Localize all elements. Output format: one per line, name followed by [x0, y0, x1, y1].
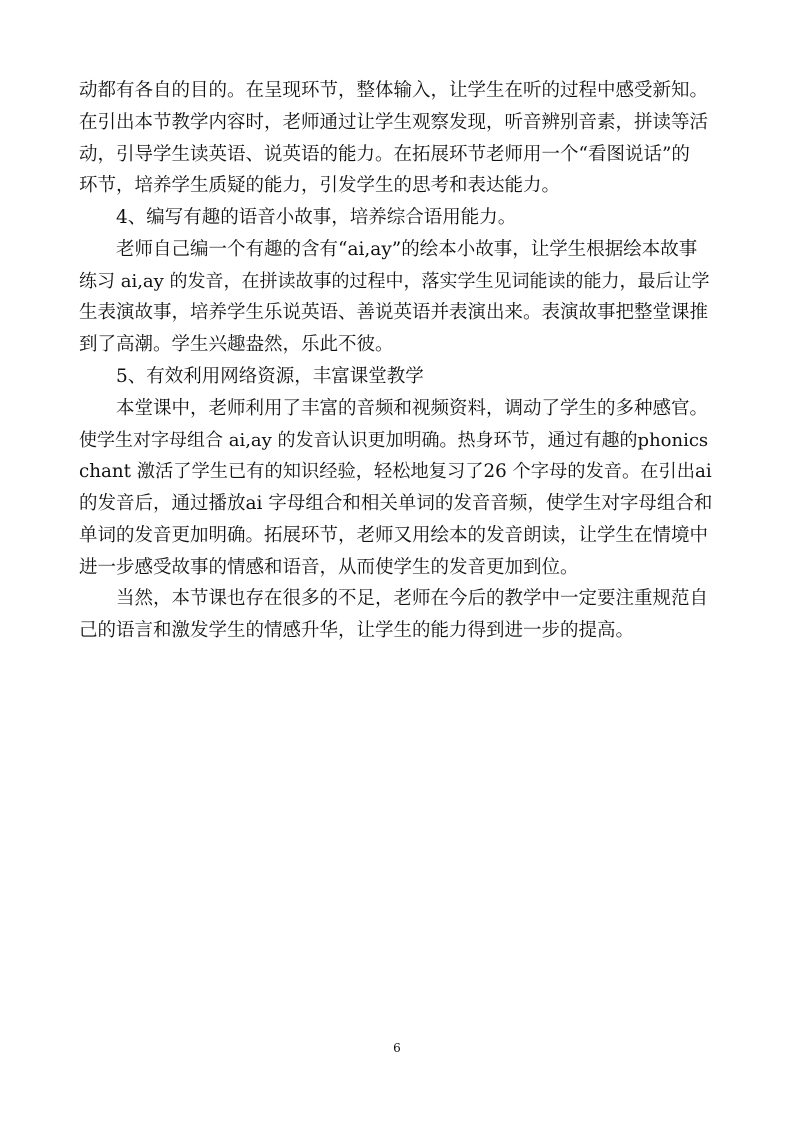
- section-heading: 5、有效利用网络资源，丰富课堂教学: [116, 366, 424, 387]
- paragraph-line: 生表演故事，培养学生乐说英语、善说英语并表演出来。表演故事把整堂课推: [79, 302, 709, 323]
- paragraph-line: 环节，培养学生质疑的能力，引发学生的思考和表达能力。: [79, 175, 561, 196]
- paragraph-line: 到了高潮。学生兴趣盎然，乐此不彼。: [79, 334, 394, 355]
- paragraph-line: 本堂课中，老师利用了丰富的音频和视频资料，调动了学生的多种感官。: [116, 398, 709, 419]
- paragraph-line: chant 激活了学生已有的知识经验，轻松地复习了26 个字母的发音。在引出ai: [79, 461, 712, 482]
- paragraph-line: 动都有各自的目的。在呈现环节，整体输入，让学生在听的过程中感受新知。: [79, 80, 709, 101]
- paragraph-line: 己的语言和激发学生的情感升华，让学生的能力得到进一步的提高。: [79, 620, 635, 641]
- paragraph-line: 使学生对字母组合 ai,ay 的发音认识更加明确。热身环节，通过有趣的phonics: [79, 430, 709, 451]
- paragraph-line: 当然，本节课也存在很多的不足，老师在今后的教学中一定要注重规范自: [116, 588, 709, 609]
- paragraph-line: 单词的发音更加明确。拓展环节，老师又用绘本的发音朗读，让学生在情境中: [79, 525, 709, 546]
- paragraph-line: 在引出本节教学内容时，老师通过让学生观察发现，听音辨别音素，拼读等活: [79, 112, 709, 133]
- paragraph-line: 的发音后，通过播放ai 字母组合和相关单词的发音音频，使学生对字母组合和: [79, 493, 713, 514]
- paragraph-line: 进一步感受故事的情感和语音，从而使学生的发音更加到位。: [79, 557, 579, 578]
- paragraph-line: 动，引导学生读英语、说英语的能力。在拓展环节老师用一个“看图说话”的: [79, 144, 690, 165]
- section-heading: 4、编写有趣的语音小故事，培养综合语用能力。: [116, 207, 517, 228]
- paragraph-line: 练习 ai,ay 的发音，在拼读故事的过程中，落实学生见词能读的能力，最后让学: [79, 271, 710, 292]
- page-number: 6: [393, 1041, 401, 1055]
- paragraph-line: 老师自己编一个有趣的含有“ai,ay”的绘本小故事，让学生根据绘本故事: [116, 239, 698, 260]
